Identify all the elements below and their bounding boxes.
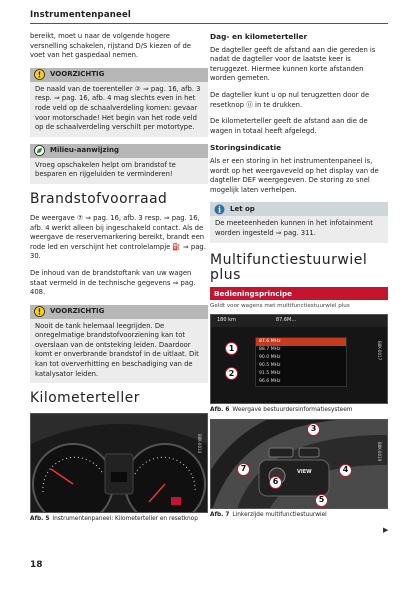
- figure-number: Afb. 5: [30, 516, 50, 523]
- fuel-section-title: Brandstofvoorraad: [30, 190, 168, 207]
- odometer-section-title: Kilometerteller: [30, 390, 140, 407]
- operating-principle-bar: Bedieningsprincipe: [210, 287, 388, 300]
- callout-3: 3: [307, 423, 320, 436]
- environment-text: Vroeg opschakelen helpt om brandstof te besparen en rijgeluiden te verminderen!: [30, 158, 208, 184]
- fuel-paragraph-2: De inhoud van de brandstoftank van uw wagen staat vermeld in de technische gegevens ⇒ pag. 408.: [30, 268, 196, 297]
- station-item-selected: 87.6 MHz: [256, 338, 346, 346]
- page-number: 18: [30, 560, 43, 570]
- intro-paragraph: bereikt, moet u naar de volgende hogere versnelling schakelen, rijstand D/S kiezen of de voet van het gaspedaal nemen.: [30, 32, 191, 60]
- station-item: 90.5 MHz: [259, 363, 281, 369]
- display-status-bar: [211, 315, 387, 327]
- caution-text: Nooit de tank helemaal leegrijden. De onregelmatige brandstofvoorziening kan tot overslaan van de ontsteking leiden. Daardoor komt er onverbrande brandstof in de uitlaat. Dit kan tot oververhitting en beschadiging van de katalysator leiden.: [30, 319, 208, 384]
- left-column: [30, 32, 208, 525]
- environment-title: Milieu-aanwijzing: [50, 145, 119, 154]
- svg-text:i: i: [217, 204, 222, 215]
- callout-2: 2: [225, 367, 238, 380]
- fault-indicator-title: Storingsindicatie: [210, 143, 282, 153]
- info-icon: [214, 204, 225, 215]
- header-divider: [30, 23, 388, 24]
- station-item: 88.7 MHz: [259, 347, 281, 353]
- note-box: [210, 202, 388, 242]
- steering-wheel-photo: [210, 419, 388, 509]
- note-title: Let op: [230, 204, 255, 213]
- instrument-cluster-photo: [30, 413, 208, 513]
- continue-arrow-icon: ▶: [383, 526, 389, 534]
- note-text: De meeteenheden kunnen in het infotainment worden ingesteld ⇒ pag. 311.: [210, 216, 388, 242]
- range-readout: 180 km: [217, 317, 236, 324]
- figure-6-caption: Afb. 6 Weergave bestuurdersinformatiesysteem: [210, 407, 353, 414]
- callout-7: 7: [237, 463, 250, 476]
- figure-code: B8K-0014: [197, 434, 202, 454]
- trip-paragraph-3: De kilometerteller geeft de afstand aan die de wagen in totaal heeft afgelegd.: [210, 117, 368, 135]
- figure-7-caption: Afb. 7 Linkerzijde multifunctiestuurwiel: [210, 511, 327, 518]
- svg-text:!: !: [37, 70, 42, 80]
- validity-note: Geldt voor wagens met multifunctiestuurwiel plus: [210, 302, 350, 309]
- trip-odometer-title: Dag- en kilometerteller: [210, 32, 308, 41]
- figure-code: B8K-0019: [377, 441, 382, 461]
- caution-box: [30, 68, 208, 137]
- warning-icon: [34, 69, 45, 80]
- caution-box-fuel: [30, 305, 208, 384]
- station-item: 91.5 MHz: [259, 371, 281, 377]
- callout-5: 5: [315, 494, 328, 507]
- svg-text:!: !: [37, 307, 42, 317]
- trip-paragraph-2: De dagteller kunt u op nul terugzetten door de resetknop ⓪ in te drukken.: [210, 90, 370, 109]
- warning-icon: [34, 306, 45, 317]
- leaf-icon: [34, 145, 45, 156]
- figure-5-caption: Afb. 5 Instrumentenpaneel: Kilometerteller en resetknop: [30, 516, 198, 523]
- view-button[interactable]: VIEW: [297, 468, 312, 475]
- trip-paragraph-1: De dagteller geeft de afstand aan die gereden is nadat de dagteller voor de laatste keer is teruggezet. Hiermee kunnen korte afstanden worden gemeten.: [210, 45, 376, 83]
- caution-text: De naald van de toerenteller ② ⇒ pag. 16, afb. 3 resp. ⇒ pag. 16, afb. 4 mag slechts even in het rode veld op de schaalverdeling komen: gevaar voor motorschade! Het begin van het rode veld op de schaalverdeling verschilt per motortype.: [30, 82, 208, 137]
- radio-station-list: [255, 337, 347, 387]
- right-column: [210, 32, 388, 520]
- callout-4: 4: [339, 464, 352, 477]
- figure-number: Afb. 6: [210, 407, 230, 414]
- odometer-readout: 87.6M...: [275, 317, 297, 324]
- station-item: 96.6 MHz: [259, 379, 281, 385]
- fuel-paragraph-1: De weergave ⑦ ⇒ pag. 16, afb. 3 resp. ⇒ pag. 16, afb. 4 werkt alleen bij ingeschakeld contact. Als de weergave de reservemarkering bereikt, brandt een rode led en verschijnt het controlelampje ⛽ ⇒ pag. 30.: [30, 213, 206, 261]
- callout-6: 6: [269, 476, 282, 489]
- station-item: 90.0 MHz: [259, 355, 281, 361]
- callout-1: 1: [225, 342, 238, 355]
- caution-title: VOORZICHTIG: [50, 69, 105, 78]
- mfsw-section-title: Multifunctiestuurwiel plus: [210, 251, 368, 283]
- caution-title: VOORZICHTIG: [50, 306, 105, 315]
- driver-display-photo: [210, 314, 388, 404]
- fault-paragraph: Als er een storing in het instrumentenpaneel is, wordt op het weergaveveld op het display van de dagteller DEF weergegeven. De storing zo snel mogelijk laten verhelpen.: [210, 156, 379, 194]
- running-header: Instrumentenpaneel: [30, 10, 132, 20]
- figure-number: Afb. 7: [210, 511, 230, 518]
- environment-box: [30, 144, 208, 184]
- figure-code: B8K-0017: [377, 341, 382, 361]
